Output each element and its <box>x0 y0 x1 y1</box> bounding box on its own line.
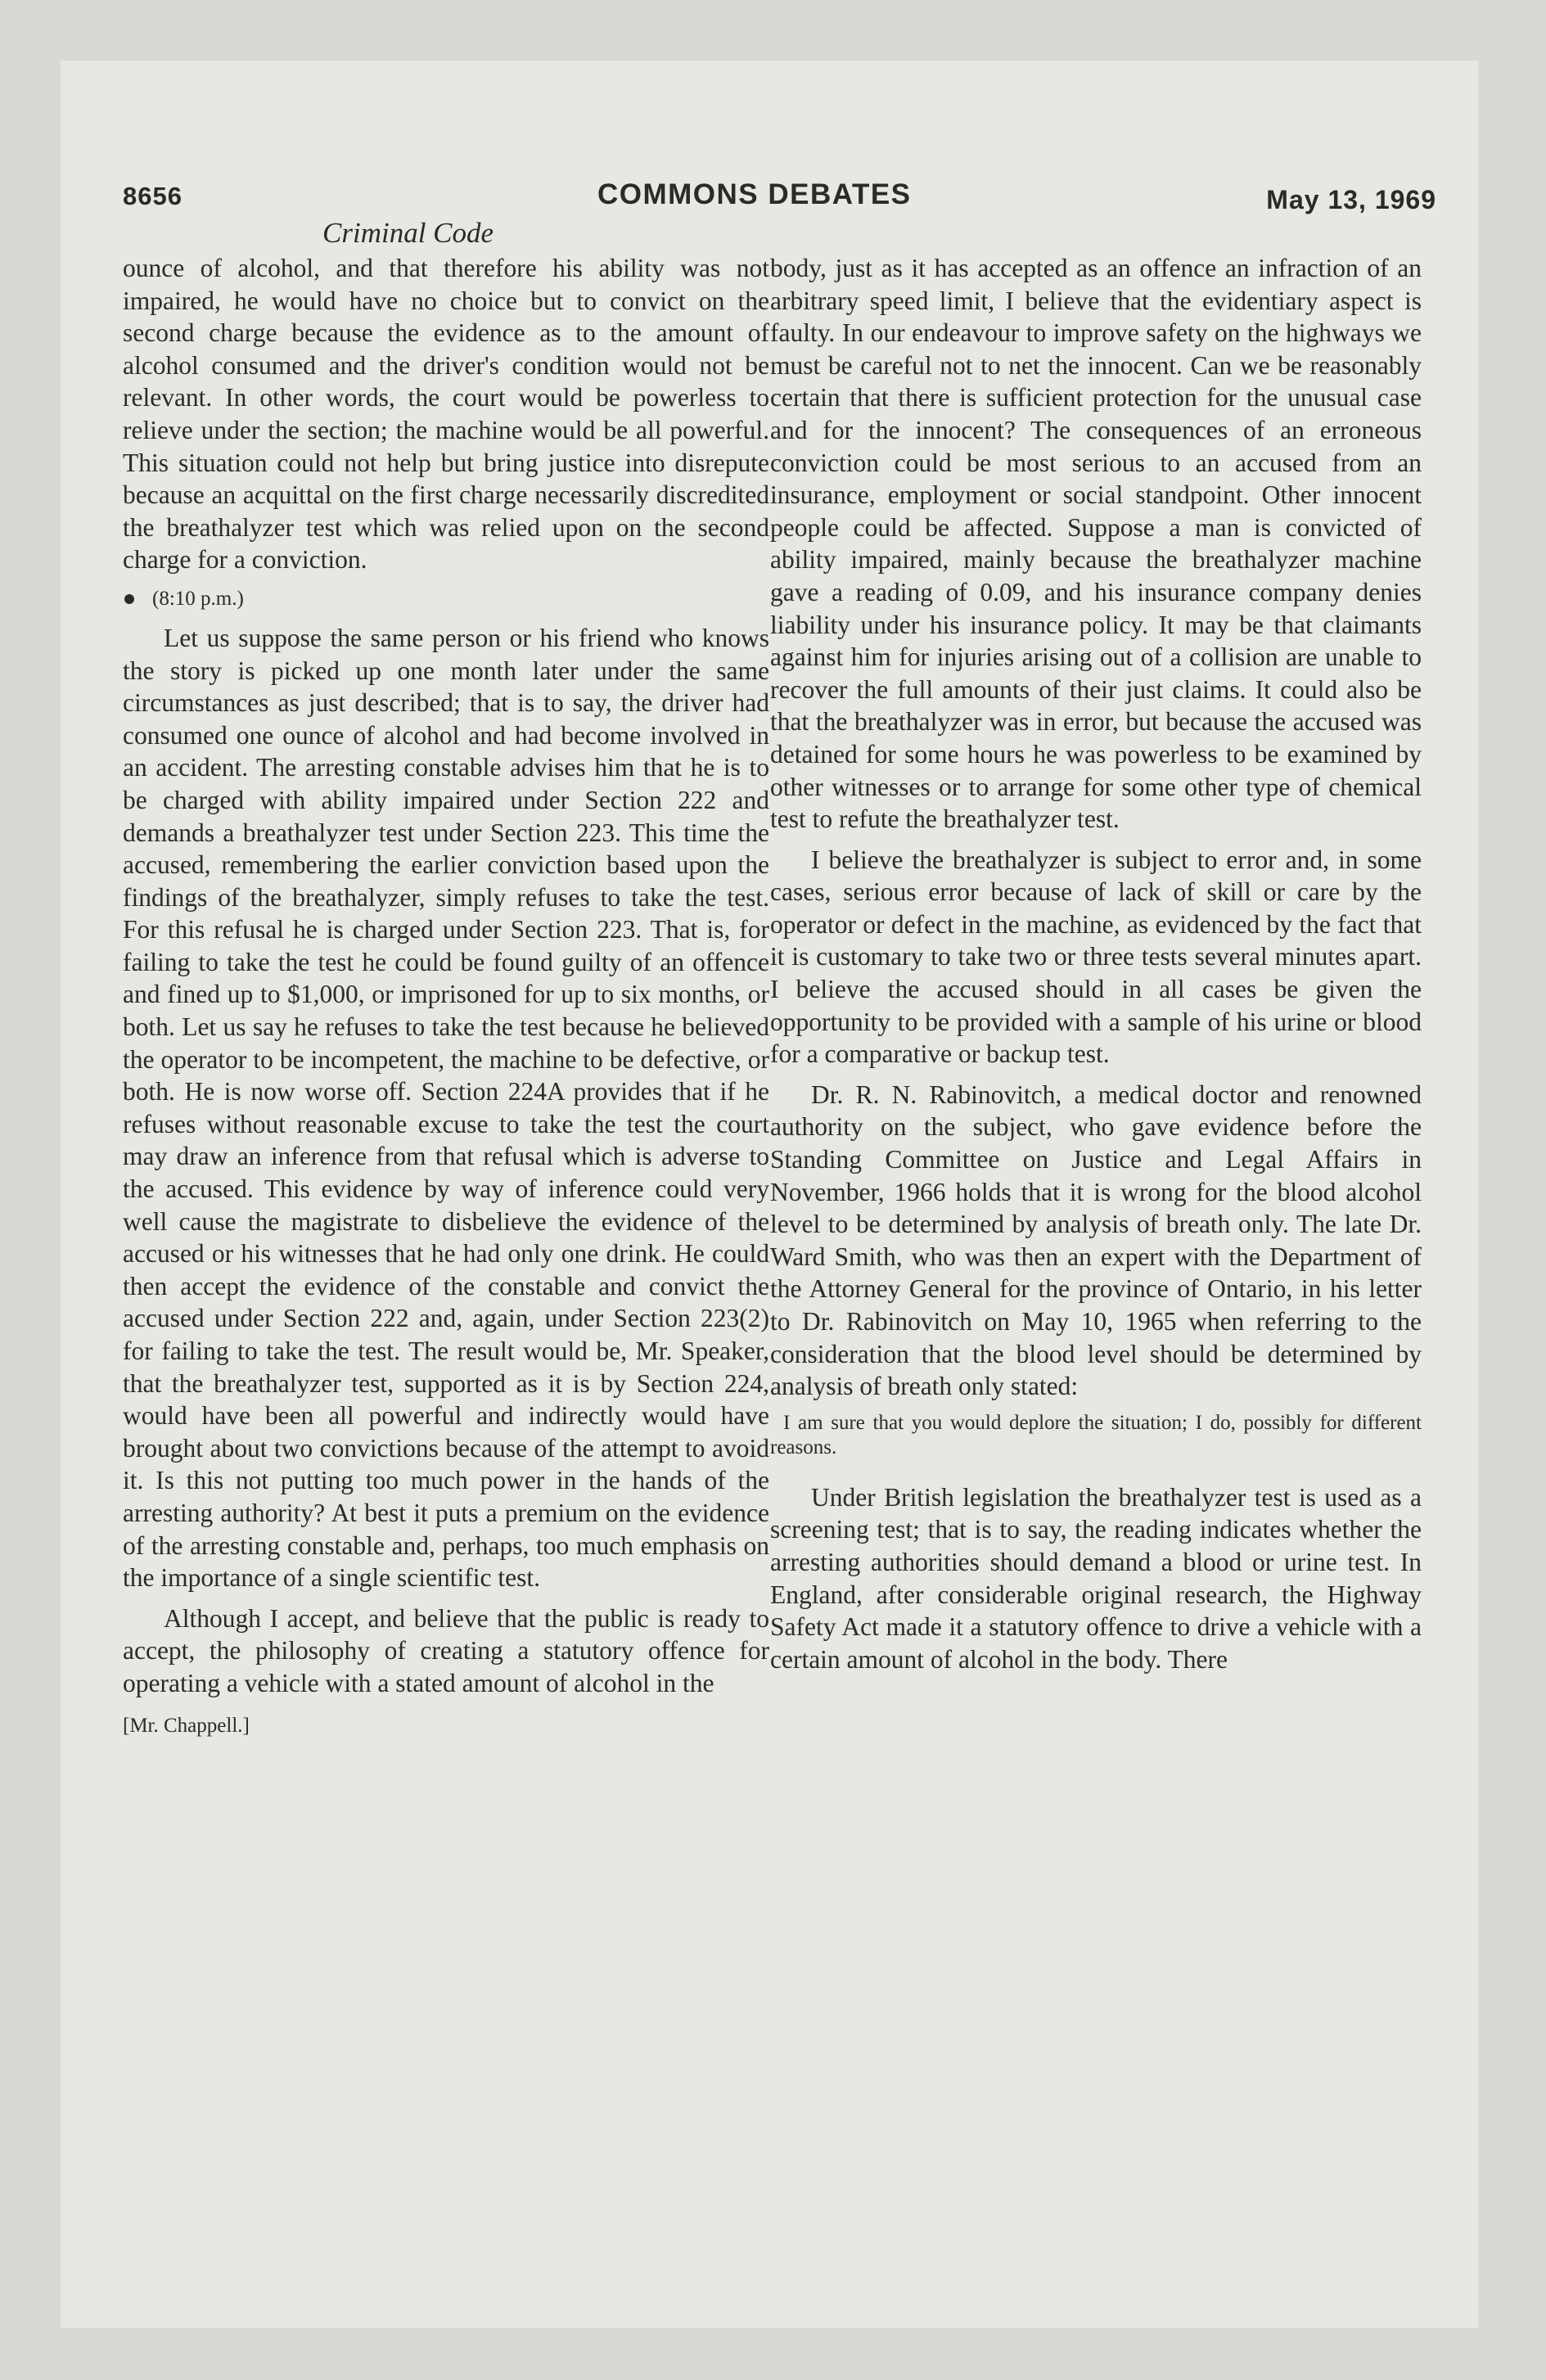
right-paragraph-1: body, just as it has accepted as an offence an infraction of an arbitrary speed limit, I believe that the evidentiary aspect is faulty. In our endeavour to improve safety on the highways we must be careful not to net the innocent. Can we be reasonably certain that there is sufficient protection for the unusual case and for the innocent? The consequences of an erroneous conviction could be most serious to an accused from an insurance, employment or social standpoint. Other innocent people could be affected. Suppose a man is convicted of ability impaired, mainly because the breathalyzer machine gave a reading of 0.09, and his insurance company denies liability under his insurance policy. It may be that claimants against him for injuries arising out of a collision are unable to recover the full amounts of their just claims. It could also be that the breathalyzer was in error, but because the accused was detained for some hours he was powerless to be examined by other witnesses or to arrange for some other type of chemical test to refute the breathalyzer test. <box>770 254 1422 834</box>
time-stamp <box>123 584 769 614</box>
right-column <box>770 252 1422 1684</box>
right-paragraph-2: I believe the breathalyzer is subject to error and, in some cases, serious error because of lack of skill or care by the operator or defect in the machine, as evidenced by the fact that it is customary to take two or three tests several minutes apart. I believe the accused should in all cases be given the opportunity to be provided with a sample of his urine or blood for a comparative or backup test. <box>770 845 1422 1069</box>
left-paragraph-2: Let us suppose the same person or his friend who knows the story is picked up one month later under the same circumstances as just described; that is to say, the driver had consumed one ounce of alcohol and had become involved in an accident. The arresting constable advises him that he is to be charged with ability impaired under Section 222 and demands a breathalyzer test under Section 223. This time the accused, remembering the earlier conviction based upon the findings of the breathalyzer, simply refuses to take the test. For this refusal he is charged under Section 223. That is, for failing to take the test he could be found guilty of an offence and fined up to $1,000, or imprisoned for up to six months, or both. Let us say he refuses to take the test because he believed the operator to be incompetent, the machine to be defective, or both. He is now worse off. Section 224A provides that if he refuses without reasonable excuse to take the test the court may draw an inference from that refusal which is adverse to the accused. This evidence by way of inference could very well cause the magistrate to disbelieve the evidence of the accused or his witnesses that he had only one drink. He could then accept the evidence of the constable and convict the accused under Section 222 and, again, under Section 223(2) for failing to take the test. The result would be, Mr. Speaker, that the breathalyzer test, supported as it is by Section 224, would have been all powerful and indirectly would have brought about two convictions because of the attempt to avoid it. Is this not putting too much power in the hands of the arresting authority? At best it puts a premium on the evidence of the arresting constable and, perhaps, too much emphasis on the importance of a single scientific test. <box>123 623 769 1593</box>
section-subject: Criminal Code <box>322 217 494 249</box>
publication-title: COMMONS DEBATES <box>597 178 912 210</box>
left-paragraph-1: ounce of alcohol, and that therefore his ability was not impaired, he would have no choice but to convict on the second charge because the evidence as to the amount of alcohol consumed and the driver's condition would not be relevant. In other words, the court would be powerless to relieve under the section; the machine would be all powerful. This situation could not help but bring justice into disrepute because an acquittal on the first charge necessarily discredited the breathalyzer test which was relied upon on the second charge for a conviction. <box>123 254 769 575</box>
page-number: 8656 <box>123 182 183 210</box>
bullet-icon <box>124 594 134 604</box>
block-quote: I am sure that you would deplore the situation; I do, possibly for different reasons. <box>770 1411 1422 1458</box>
speaker-attribution: [Mr. Chappell.] <box>123 1714 250 1737</box>
right-paragraph-4: Under British legislation the breathalyzer test is used as a screening test; that is to say, the reading indicates whether the arresting authorities should demand a blood or urine test. In England, after considerable original research, the Highway Safety Act made it a statutory offence to drive a vehicle with a certain amount of alcohol in the body. There <box>770 1482 1422 1674</box>
left-paragraph-3: Although I accept, and believe that the public is ready to accept, the philosophy of creating a statutory offence for operating a vehicle with a stated amount of alcohol in the <box>123 1603 769 1697</box>
time-stamp-text: (8:10 p.m.) <box>152 587 244 610</box>
right-paragraph-3: Dr. R. N. Rabinovitch, a medical doctor and renowned authority on the subject, who gave evidence before the Standing Committee on Justice and Legal Affairs in November, 1966 holds that it is wrong for the blood alcohol level to be determined by analysis of breath only. The late Dr. Ward Smith, who was then an expert with the Department of the Attorney General for the province of Ontario, in his letter to Dr. Rabinovitch on May 10, 1965 when referring to the consideration that the blood level should be determined by analysis of breath only stated: <box>770 1080 1422 1401</box>
left-column <box>123 252 769 1741</box>
publication-date: May 13, 1969 <box>1266 185 1436 214</box>
